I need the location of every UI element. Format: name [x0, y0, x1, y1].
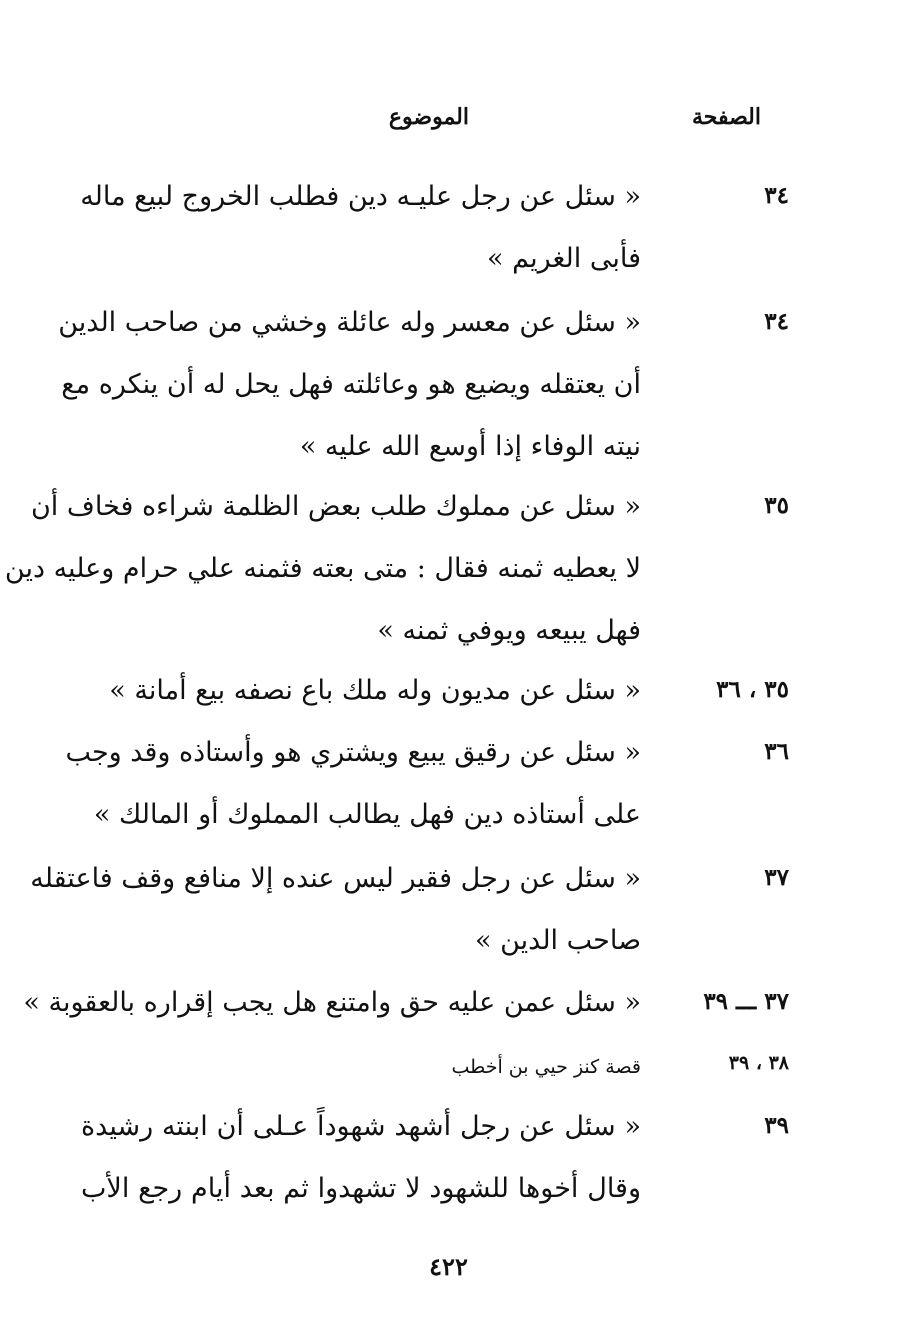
- entry-page-number: ٣٦: [764, 738, 789, 765]
- entry-page-number: ٣٤: [764, 308, 789, 335]
- entry-page-number: ٣٨ ، ٣٩: [728, 1052, 789, 1074]
- topic-column-heading: الموضوع: [388, 104, 469, 130]
- entry-text: [23, 972, 641, 1034]
- entry-page-number: ٣٩: [764, 1112, 789, 1139]
- entry-line: « سئل عن رقيق يبيع ويشتري هو وأستاذه وقد وجب: [65, 737, 641, 768]
- entry-page-number: ٣٥: [764, 492, 789, 519]
- entry-line: « سئل عن رجل فقير ليس عنده إلا منافع وقف فاعتقله: [30, 863, 641, 894]
- entry-line: « سئل عن رجل أشهد شهوداً عـلى أن ابنته رشيدة: [81, 1111, 641, 1142]
- entry-line: على أستاذه دين فهل يطالب المملوك أو المالك »: [93, 799, 641, 830]
- entry-text: [4, 476, 641, 662]
- entry-text: [81, 166, 641, 290]
- entry-page-number: ٣٥ ، ٣٦: [716, 676, 789, 703]
- entry-page-number: ٣٤: [764, 182, 789, 209]
- index-header: [0, 104, 897, 144]
- entry-line: « سئل عمن عليه حق وامتنع هل يجب إقراره بالعقوبة »: [23, 987, 641, 1018]
- entry-line: « سئل عن مملوك طلب بعض الظلمة شراءه فخاف أن: [30, 491, 641, 522]
- entry-text: [58, 292, 641, 478]
- entry-line: « سئل عن رجل عليـه دين فطلب الخروج لبيع ماله: [80, 181, 641, 212]
- entry-page-number: ٣٧: [764, 864, 789, 891]
- entry-line: صاحب الدين »: [474, 925, 641, 956]
- page-number: ٤٢٢: [429, 1252, 468, 1281]
- entry-text: [81, 660, 641, 722]
- entry-text: [65, 722, 641, 846]
- page-column-heading: الصفحة: [691, 104, 761, 130]
- entry-text: [81, 1096, 641, 1220]
- entry-line: « سئل عن معسر وله عائلة وخشي من صاحب الدين: [58, 307, 641, 338]
- entry-text: [30, 848, 641, 972]
- entry-line: أن يعتقله ويضيع هو وعائلته فهل يحل له أن ينكره مع: [61, 369, 641, 400]
- entry-page-number: ٣٧ ـــ ٣٩: [703, 988, 789, 1015]
- entry-line: وقال أخوها للشهود لا تشهدوا ثم بعد أيام رجع الأب: [81, 1173, 641, 1204]
- entry-line: لا يعطيه ثمنه فقال : متى بعته فثمنه علي حرام وعليه دين: [4, 553, 641, 584]
- entry-line: « سئل عن مديون وله ملك باع نصفه بيع أمانة »: [109, 675, 641, 706]
- entry-text: [81, 1052, 641, 1082]
- entry-line: قصة كنز حيي بن أخطب: [451, 1056, 641, 1078]
- entry-line: فأبى الغريم »: [487, 243, 641, 274]
- entry-line: نيته الوفاء إذا أوسع الله عليه »: [299, 431, 641, 462]
- entry-line: فهل يبيعه ويوفي ثمنه »: [377, 615, 641, 646]
